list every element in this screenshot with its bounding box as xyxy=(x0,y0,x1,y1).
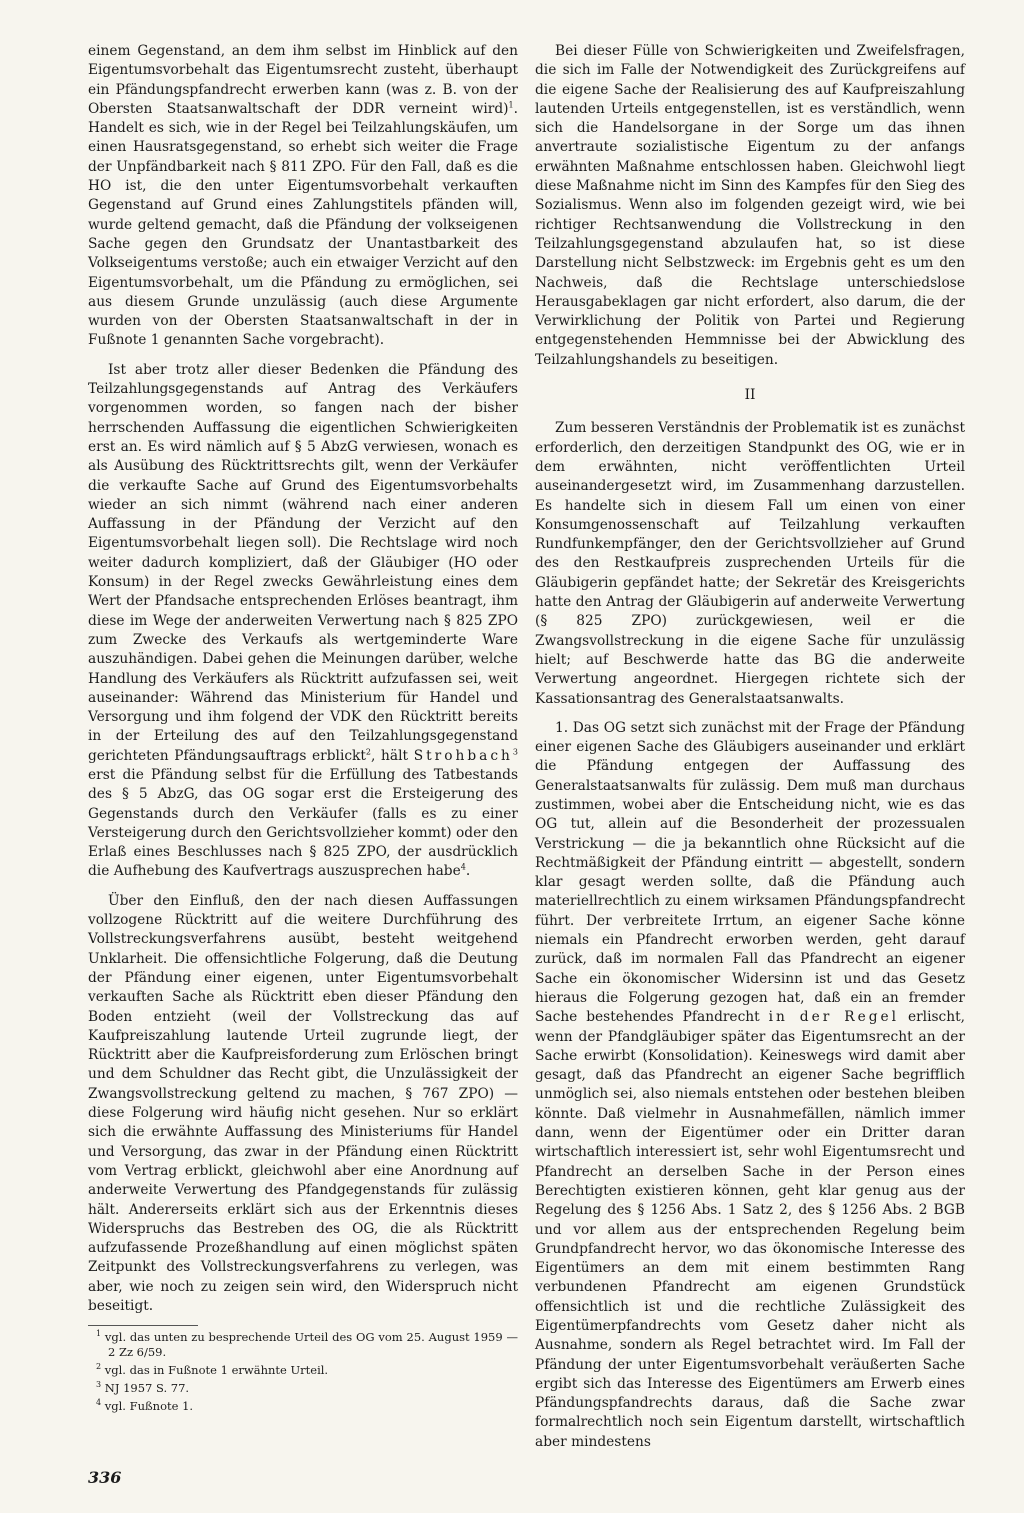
footnote-ref: 2 xyxy=(365,747,371,757)
footnote-text: vgl. Fußnote 1. xyxy=(104,1399,194,1413)
section-heading: II xyxy=(744,387,756,404)
paragraph: Zum besseren Verständnis der Problematik ist es zunächst erforderlich, den derzeitigen Standpunkt des OG, wie er in dem erwähnten, nicht veröffentlichten Urteil auseinandergesetzt wird, im Zusammenhang darzustellen. Es handelte sich in diesem Fall um einen von einer Konsumgenossenschaft auf Teilzahlung verkauften Rundfunkempfänger, den der Gerichtsvollzieher auf Grund des den Restkaufpreis zusprechenden Urteils für die Gläubigerin gepfändet hatte; der Sekretär des Kreisgerichts hatte den Antrag der Gläubigerin auf anderweite Verwertung (§ 825 ZPO) zurückgewiesen, weil er die Zwangsvollstreckung in die eigene Sache für unzulässig hielt; auf Beschwerde hatte das BG die anderweite Verwertung angeordnet. Hiergegen richtete sich der Kassationsantrag des Generalstaatsanwalts. xyxy=(535,420,965,707)
text-run: . xyxy=(465,863,471,880)
footnote xyxy=(88,1330,518,1360)
footnote-text: NJ 1957 S. 77. xyxy=(104,1381,190,1395)
paragraph xyxy=(535,719,965,1452)
footnote-ref: 3 xyxy=(512,747,518,757)
footnote-text: vgl. das in Fußnote 1 erwähnte Urteil. xyxy=(104,1363,329,1377)
text-run: erlischt, wenn der Pfandgläubiger später das Eigentumsrecht an der Sache erwirbt (Konsolidation). Keineswegs wird damit aber gesagt, daß das Pfandrecht an eigener Sache begrifflich unmöglich sei, also niemals entstehen oder bestehen bleiben könnte. Daß vielmehr in Ausnahmefällen, nämlich immer dann, wenn der Eigentümer oder ein Dritter daran wirtschaftlich interessiert ist, sehr wohl Eigentumsrecht und Pfandrecht an derselben Sache in der Person eines Berechtigten existieren können, geht klar genug aus der Regelung des § 1256 Abs. 1 Satz 2, des § 1256 Abs. 2 BGB und vor allem aus der entsprechenden Regelung beim Grundpfandrecht hervor, wo das ökonomische Interesse des Eigentümers an dem mit einem bestimmten Rang verbundenen Pfandrecht am eigenen Grundstück offensichtlich ist und die rechtliche Zulässigkeit des Eigentümerpfandrechts vom Gesetz daher nicht als Ausnahme, sondern als Regel betrachtet wird. Im Fall der Pfändung der unter Eigentumsvorbehalt veräußerten Sache ergibt sich das Interesse des Eigentümers am Erwerb eines Pfändungspfandrechts daraus, daß die Sache zwar formalrechtlich noch sein Eigentum darstellt, wirtschaftlich aber mindestens xyxy=(535,1009,965,1450)
text-run: Ist aber trotz aller dieser Bedenken die Pfändung des Teilzahlungsgegenstands auf Antrag des Verkäufers vorgenommen worden, so fangen nach der bisher herrschenden Auffassung die eigentlichen Schwierigkeiten erst an. Es wird nämlich auf § 5 AbzG verwiesen, wonach es als Ausübung des Rücktrittsrechts gilt, wenn der Verkäufer die verkaufte Sache auf Grund des Eigentumsvorbehalts wieder an sich nimmt (während nach einer anderen Auffassung in der Pfändung der Verzicht auf den Eigentumsvorbehalt liegen soll). Die Rechtslage wird noch weiter dadurch kompliziert, daß der Gläubiger (HO oder Konsum) in der Regel zwecks Gewährleistung eines dem Wert der Pfandsache entsprechenden Erlöses beantragt, ihm diese im Wege der anderweiten Verwertung nach § 825 ZPO zum Zwecke des Verkaufs als wertgeminderte Ware auszuhändigen. Dabei gehen die Meinungen darüber, welche Handlung des Verkäufers als Rücktritt aufzufassen sei, weit auseinander: Während das Ministerium für Handel und Versorgung und ihm folgend der VDK den Rücktritt bereits in der Erteilung des auf den Teilzahlungsgegenstand gerichteten Pfändungsauftrags erblickt xyxy=(88,361,518,764)
footnote xyxy=(88,1363,518,1378)
left-column xyxy=(88,42,518,1326)
footnotes xyxy=(88,1325,518,1417)
footnote xyxy=(88,1399,518,1414)
footnote-number: 1 xyxy=(96,1329,102,1339)
footnote-number: 3 xyxy=(96,1380,102,1390)
text-run: einem Gegenstand, an dem ihm selbst im Hinblick auf den Eigentumsvorbehalt das Eigentumsrecht zusteht, überhaupt ein Pfändungspfandrecht erwerben kann (was z. B. von der Obersten Staatsanwaltschaft der DDR verneint wird) xyxy=(88,43,518,117)
paragraph xyxy=(88,42,518,351)
footnote-ref: 1 xyxy=(508,100,514,110)
page-number: 336 xyxy=(88,1468,122,1487)
footnote xyxy=(88,1381,518,1396)
paragraph: Über den Einfluß, den der nach diesen Auffassungen vollzogene Rücktritt auf die weitere Durchführung des Vollstreckungsverfahrens ausübt, besteht weitgehend Unklarheit. Die offensichtliche Folgerung, daß die Deutung der Pfändung einer eigenen, unter Eigentumsvorbehalt verkauften Sache als Rücktritt eben dieser Pfändung den Boden entzieht (weil der Vollstreckung das auf Kaufpreiszahlung lautende Urteil zugrunde liegt, der Rücktritt aber die Kaufpreisforderung zum Erlöschen bringt und dem Schuldner das Recht gibt, die Unzulässigkeit der Zwangsvollstreckung geltend zu machen, § 767 ZPO) — diese Folgerung wird häufig nicht gesehen. Nur so erklärt sich die erwähnte Auffassung des Ministeriums für Handel und Versorgung, das zwar in der Pfändung einen Rücktritt vom Vertrag erblickt, gleichwohl aber eine Anordnung auf anderweite Verwertung des Pfandgegenstands für zulässig hält. Andererseits erklärt sich aus der Erkenntnis dieses Widerspruchs das Bestreben des OG, die als Rücktritt aufzufassende Prozeßhandlung auf einen möglichst späten Zeitpunkt des Vollstreckungsverfahrens zu verlegen, was aber, wie noch zu zeigen sein wird, den Widerspruch nicht beseitigt. xyxy=(88,892,518,1314)
emphasis-text: in der Regel xyxy=(768,1009,900,1026)
paragraph: Bei dieser Fülle von Schwierigkeiten und Zweifelsfragen, die sich im Falle der Notwendigkeit des Zurückgreifens auf die eigene Sache der Realisierung des auf Kaufpreiszahlung lautenden Urteils entgegenstellen, ist es verständlich, wenn sich die Handelsorgane in der Sorge um das ihnen anvertraute sozialistische Eigentum zu der anfangs erwähnten Maßnahme entschlossen haben. Gleichwohl liegt diese Maßnahme nicht im Sinn des Kampfes für den Sieg des Sozialismus. Wenn also im folgenden gezeigt wird, wie bei richtiger Rechtsanwendung die Vollstreckung in den Teilzahlungsgegenstand abzulaufen hat, so ist diese Darstellung nicht Selbstzweck: im Ergebnis geht es um den Nachweis, daß die Rechtslage unterschiedslose Herausgabeklagen gar nicht erfordert, also darum, die der Verwirklichung der Politik von Partei und Regierung entgegenstehenden Hemmnisse bei der Abwicklung des Teilzahlungshandels zu beseitigen. xyxy=(535,43,965,368)
footnote-divider xyxy=(88,1325,198,1326)
footnote-ref: 4 xyxy=(460,862,466,872)
footnote-number: 2 xyxy=(96,1362,102,1372)
right-column xyxy=(535,42,965,1462)
text-run: erst die Pfändung selbst für die Erfüllung des Tatbestands des § 5 AbzG, das OG sogar erst die Ersteigerung des Gegenstands durch den Verkäufer (falls es zu einer Versteigerung durch den Gerichtsvollzieher kommt) oder den Erlaß eines Beschlusses nach § 825 ZPO, der ausdrücklich die Aufhebung des Kaufvertrags auszusprechen habe xyxy=(88,766,518,880)
footnote-number: 4 xyxy=(96,1398,102,1408)
author-name: Strohbach xyxy=(413,747,513,764)
text-run: , hält xyxy=(371,747,414,764)
footnote-text: vgl. das unten zu besprechende Urteil des OG vom 25. August 1959 — 2 Zz 6/59. xyxy=(104,1330,518,1359)
text-run: . Handelt es sich, wie in der Regel bei Teilzahlungskäufen, um einen Hausratsgegenstand, so erhebt sich weiter die Frage der Unpfändbarkeit nach § 811 ZPO. Für den Fall, daß es die HO ist, die den unter Eigentumsvorbehalt verkauften Gegenstand auf Grund eines Zahlungstitels pfänden will, wurde geltend gemacht, daß die Pfändung der volkseigenen Sache gegen den Grundsatz der Unantastbarkeit des Volkseigentums verstoße; auch ein etwaiger Verzicht auf den Eigentumsvorbehalt, um die Pfändung zu ermöglichen, sei aus diesem Grunde unzulässig (auch diese Argumente wurden von der Obersten Staatsanwaltschaft in der in Fußnote 1 genannten Sache vorgebracht). xyxy=(88,100,518,349)
paragraph xyxy=(88,361,518,882)
text-run: 1. Das OG setzt sich zunächst mit der Frage der Pfändung einer eigenen Sache des Gläubigers auseinander und erklärt die Pfändung entgegen der Auffassung des Generalstaatsanwalts für zulässig. Dem muß man durchaus zustimmen, wobei aber die Entscheidung nicht, wie es das OG tut, allein auf die Besonderheit der prozessualen Verstrickung — die ja bekanntlich ohne Rücksicht auf die Rechtmäßigkeit der Pfändung eintritt — abgestellt, sondern klar gesagt werden sollte, daß die Pfändung auch materiellrechtlich zu einem wirksamen Pfändungspfandrecht führt. Der verbreitete Irrtum, an eigener Sache könne niemals ein Pfandrecht erworben werden, geht darauf zurück, daß im normalen Fall das Pfandrecht an eigener Sache ein ökonomischer Widersinn ist und das Gesetz hieraus die Folgerung gezogen hat, daß ein an fremder Sache bestehendes Pfandrecht xyxy=(535,719,965,1026)
